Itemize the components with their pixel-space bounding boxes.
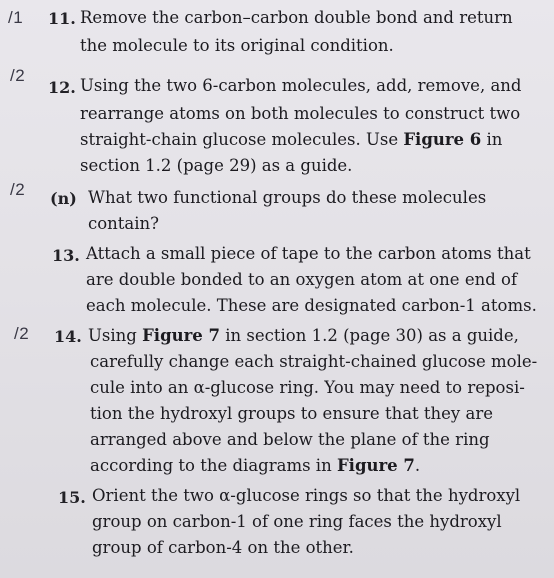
figure-reference: Figure 6 [403,130,482,149]
score-mark: /2 [14,324,30,343]
item-number: (n) [50,189,77,208]
item-line-with-emphasis [80,128,502,152]
item-line: group of carbon-4 on the other. [92,538,354,557]
item-line: rearrange atoms on both molecules to construct two [80,104,521,123]
item-text: Using [88,326,137,345]
item-number: 13. [52,246,80,265]
score-mark: /2 [10,180,26,199]
item-line: contain? [88,214,160,233]
item-line: section 1.2 (page 29) as a guide. [80,156,353,175]
item-number: 11. [48,9,76,28]
item-line: Attach a small piece of tape to the carbon atoms that [86,244,531,263]
item-line: Using the two 6-carbon molecules, add, remove, and [80,76,522,95]
item-line: each molecule. These are designated carbon-1 atoms. [86,296,537,315]
item-line: Remove the carbon–carbon double bond and return [80,8,513,27]
item-line: group on carbon-1 of one ring faces the hydroxyl [92,512,502,531]
item-line: the molecule to its original condition. [80,36,394,55]
item-line: carefully change each straight-chained glucose mole- [90,352,538,371]
item-number: 14. [54,327,82,346]
item-number: 15. [58,488,86,507]
item-line: tion the hydroxyl groups to ensure that they are [90,404,493,423]
figure-reference: Figure 7 [336,456,415,475]
item-text: . [414,456,421,475]
item-text: in section 1.2 (page 30) as a guide, [225,326,519,345]
item-text: according to the diagrams in [90,456,332,475]
item-line: Orient the two α-glucose rings so that the hydroxyl [92,486,521,505]
score-mark: /1 [8,8,24,27]
item-line: What two functional groups do these molecules [88,188,487,207]
item-line: arranged above and below the plane of the ring [90,430,490,449]
item-line: cule into an α-glucose ring. You may need to reposi- [90,378,525,397]
item-line-with-emphasis [88,324,519,348]
item-line-with-emphasis [90,454,420,478]
item-line: are double bonded to an oxygen atom at one end of [86,270,518,289]
item-text: in [486,130,503,149]
item-number: 12. [48,78,76,97]
item-text: straight-chain glucose molecules. Use [80,130,399,149]
score-mark: /2 [10,66,26,85]
figure-reference: Figure 7 [142,326,221,345]
